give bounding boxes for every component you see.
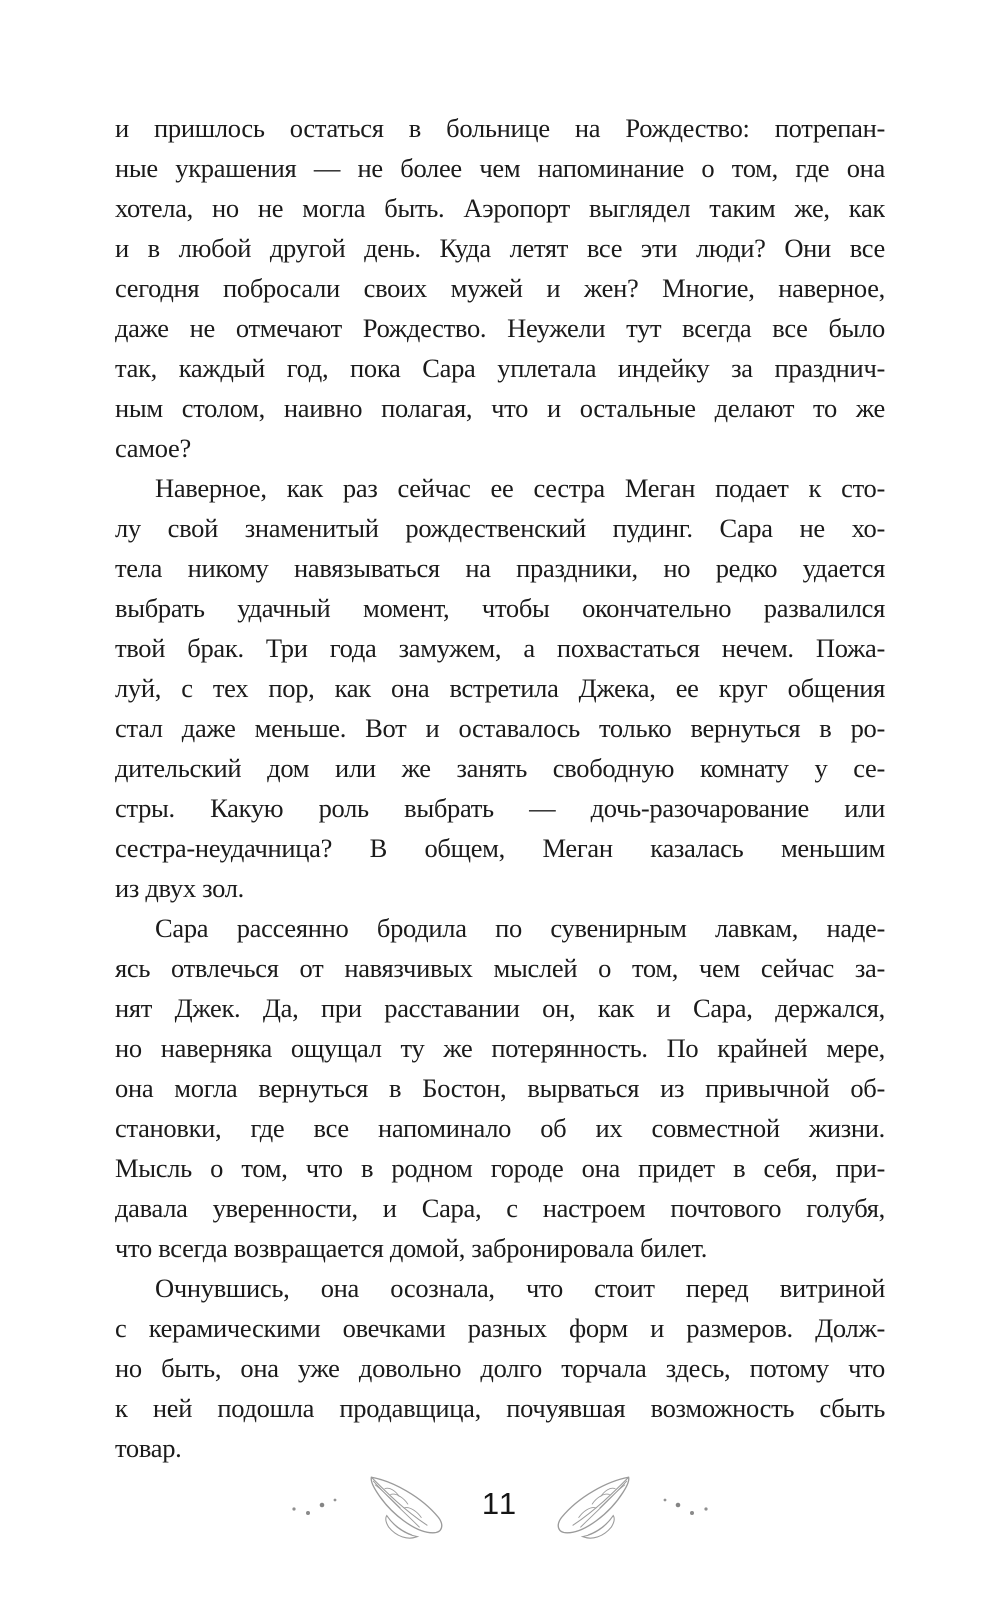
text-line: тела никому навязываться на праздники, но редко удается — [115, 553, 885, 583]
text-line: нят Джек. Да, при расставании он, как и Сара, держался, — [115, 993, 885, 1023]
text-line: что всегда возвращается домой, забронировала билет. — [115, 1233, 708, 1263]
text-line: так, каждый год, пока Сара уплетала индейку за празднич- — [115, 353, 885, 383]
text-line: сестра-неудачница? В общем, Меган казалась меньшим — [115, 833, 885, 863]
text-line: к ней подошла продавщица, почуявшая возможность сбыть — [115, 1393, 885, 1423]
ornament-dots-left-icon — [288, 1491, 340, 1521]
page-text — [115, 108, 885, 1468]
text-line: Наверное, как раз сейчас ее сестра Меган подает к сто- — [155, 473, 885, 503]
text-line: Мысль о том, что в родном городе она придет в себя, при- — [115, 1153, 885, 1183]
page-number: 11 — [481, 1486, 519, 1521]
text-line: твой брак. Три года замужем, а похвастаться нечем. Пожа- — [115, 633, 885, 663]
text-line: и пришлось остаться в больнице на Рождество: потрепан- — [115, 113, 885, 143]
text-line: но быть, она уже довольно долго торчала здесь, потому что — [115, 1353, 885, 1383]
text-line: ные украшения — не более чем напоминание о том, где она — [115, 153, 885, 183]
text-line: луй, с тех пор, как она встретила Джека, ее круг общения — [115, 673, 885, 703]
text-line: но наверняка ощущал ту же потерянность. По крайней мере, — [115, 1033, 885, 1063]
text-line: даже не отмечают Рождество. Неужели тут всегда все было — [115, 313, 885, 343]
fairy-wing-right-icon — [550, 1470, 642, 1542]
text-line: стал даже меньше. Вот и оставалось только вернуться в ро- — [115, 713, 885, 743]
text-line: с керамическими овечками разных форм и размеров. Долж- — [115, 1313, 885, 1343]
text-line: становки, где все напоминало об их совместной жизни. — [115, 1113, 885, 1143]
ornament-dots-right-icon — [660, 1491, 712, 1521]
text-line: выбрать удачный момент, чтобы окончательно развалился — [115, 593, 885, 623]
text-line: давала уверенности, и Сара, с настроем почтового голубя, — [115, 1193, 885, 1223]
page-footer — [0, 1462, 1000, 1550]
text-line: сегодня побросали своих мужей и жен? Многие, наверное, — [115, 273, 885, 303]
text-line: стры. Какую роль выбрать — дочь-разочарование или — [115, 793, 885, 823]
text-line: самое? — [115, 433, 191, 463]
text-line: лу свой знаменитый рождественский пудинг. Сара не хо- — [115, 513, 885, 543]
text-line: она могла вернуться в Бостон, вырваться из привычной об- — [115, 1073, 885, 1103]
text-line: хотела, но не могла быть. Аэропорт выглядел таким же, как — [115, 193, 885, 223]
text-line: Очнувшись, она осознала, что стоит перед витриной — [155, 1273, 885, 1303]
text-line: Сара рассеянно бродила по сувенирным лавкам, наде- — [155, 913, 885, 943]
text-line: ным столом, наивно полагая, что и остальные делают то же — [115, 393, 885, 423]
text-line: из двух зол. — [115, 873, 244, 903]
text-line: дительский дом или же занять свободную комнату у се- — [115, 753, 885, 783]
text-line: и в любой другой день. Куда летят все эти люди? Они все — [115, 233, 885, 263]
text-line: товар. — [115, 1433, 182, 1463]
text-line: ясь отвлечься от навязчивых мыслей о том, чем сейчас за- — [115, 953, 885, 983]
fairy-wing-left-icon — [358, 1470, 450, 1542]
